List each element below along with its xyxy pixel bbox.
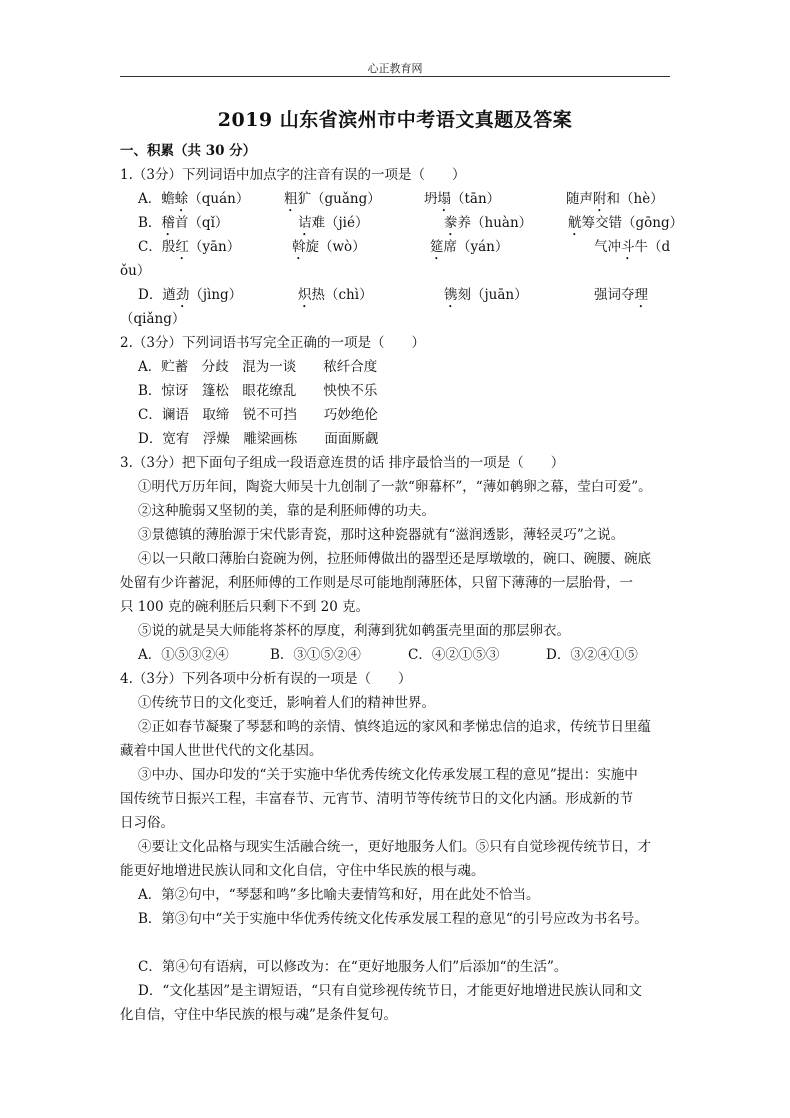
q3-option-d: D．③②④①⑤ — [546, 647, 638, 663]
q4-sentence-2-cont: 藏着中国人世世代代的文化基因。 — [120, 743, 323, 759]
q1-option-d: D．遒劲（jìng） 炽热（chì） 镌刻（juān） 强词夺理 — [138, 287, 648, 303]
q2-option-c: C．谰语 取缔 锐不可挡 巧妙绝伦 — [138, 407, 378, 423]
q4-sentence-3-end: 日习俗。 — [120, 815, 174, 831]
section-heading: 一、积累（共 30 分） — [120, 143, 257, 159]
q4-stem: 4.（3分）下列各项中分析有误的一项是（ ） — [120, 671, 412, 687]
q3-sentence-4: ④以一只敞口薄胎白瓷碗为例，拉胚师傅做出的器型还是厚墩墩的，碗口、碗腰、碗底 — [138, 551, 651, 567]
q1-option-c: C．殷红（yān） 斡旋（wò） 筵席（yán） 气冲斗牛（d — [138, 239, 671, 255]
q4-option-b: B．第③句中“关于实施中华优秀传统文化传承发展工程的意见“的引号应改为书名号。 — [138, 911, 648, 927]
q3-option-a: A．①⑤③②④ — [138, 647, 229, 663]
q3-sentence-5: ⑤说的就是吴大师能将茶杯的厚度，利薄到犹如鹌蛋壳里面的那层卵衣。 — [138, 623, 570, 639]
q4-sentence-3: ③中办、国办印发的“关于实施中华优秀传统文化传承发展工程的意见”提出：实施中 — [138, 767, 638, 783]
q3-sentence-1: ①明代万历年间，陶瓷大师吴十九创制了一款“卵幕杯”，“薄如鹌卵之幕，莹白可爱”。 — [138, 479, 652, 495]
page-header-site: 心正教育网 — [367, 62, 423, 75]
q4-option-a: A．第②句中，“琴瑟和鸣”多比喻夫妻情笃和好，用在此处不恰当。 — [138, 887, 540, 903]
q4-sentence-4: ④要让文化品格与现实生活融合统一，更好地服务人们。⑤只有自觉珍视传统节日，才 — [138, 839, 651, 855]
q4-option-c: C．第④句有语病，可以修改为：在“更好地服务人们”后添加“的生活”。 — [138, 959, 568, 975]
q2-option-a: A．贮蓄 分歧 混为一谈 秾纤合度 — [138, 359, 378, 375]
q1-option-b: B．稽首（qǐ） 诘难（jié） 豢养（huàn） 觥筹交错（gōng） — [138, 215, 684, 231]
q3-sentence-4-cont: 处留有少许蓄泥，利胚师傅的工作则是尽可能地削薄胚体，只留下薄薄的一层胎骨，一 — [120, 575, 633, 591]
q3-options — [138, 646, 678, 664]
header-divider — [120, 76, 670, 77]
q3-sentence-3: ③景德镇的薄胎源于宋代影青瓷，那时这种瓷器就有“滋润透影，薄轻灵巧”之说。 — [138, 527, 625, 543]
q3-sentence-2: ②这种脆弱又坚韧的美，靠的是利胚师傅的功夫。 — [138, 503, 435, 519]
page-title: 2019 山东省滨州市中考语文真题及答案 — [217, 109, 573, 131]
q3-sentence-4-end: 只 100 克的碗利胚后只剩下不到 20 克。 — [120, 599, 370, 615]
q4-option-d-cont: 化自信，守住中华民族的根与魂”是条件复句。 — [120, 1007, 397, 1023]
q1-stem: 1.（3分）下列词语中加点字的注音有误的一项是（ ） — [120, 167, 466, 183]
q1-option-d-cont: （qiǎng） — [120, 311, 186, 327]
q1-option-a: A．蟾蜍（quán） 粗犷（guǎng） 坍塌（tān） 随声附和（hè） — [138, 191, 664, 207]
q4-sentence-2: ②正如春节凝聚了琴瑟和鸣的亲情、慎终追远的家风和孝悌忠信的追求，传统节日里蕴 — [138, 719, 651, 735]
q4-option-d: D．“文化基因”是主谓短语，“只有自觉珍视传统节日，才能更好地增进民族认同和文 — [138, 983, 643, 999]
q3-stem: 3.（3分）把下面句子组成一段语意连贯的话 排序最恰当的一项是（ ） — [120, 455, 565, 471]
q2-stem: 2.（3分）下列词语书写完全正确的一项是（ ） — [120, 335, 425, 351]
q3-option-b: B．③①⑤②④ — [270, 647, 361, 663]
q2-option-d: D．宽宥 浮燥 雕梁画栋 面面厮觑 — [138, 431, 379, 447]
q1-option-c-cont: ǒu） — [120, 263, 151, 279]
q4-sentence-4-cont: 能更好地增进民族认同和文化自信，守住中华民族的根与魂。 — [120, 863, 485, 879]
q2-option-b: B．惊讶 篷松 眼花缭乱 怏怏不乐 — [138, 383, 378, 399]
q4-sentence-3-cont: 国传统节日振兴工程，丰富春节、元宵节、清明节等传统节日的文化内涵。形成新的节 — [120, 791, 633, 807]
q4-sentence-1: ①传统节日的文化变迁，影响着人们的精神世界。 — [138, 695, 435, 711]
q3-option-c: C．④②①⑤③ — [408, 647, 500, 663]
